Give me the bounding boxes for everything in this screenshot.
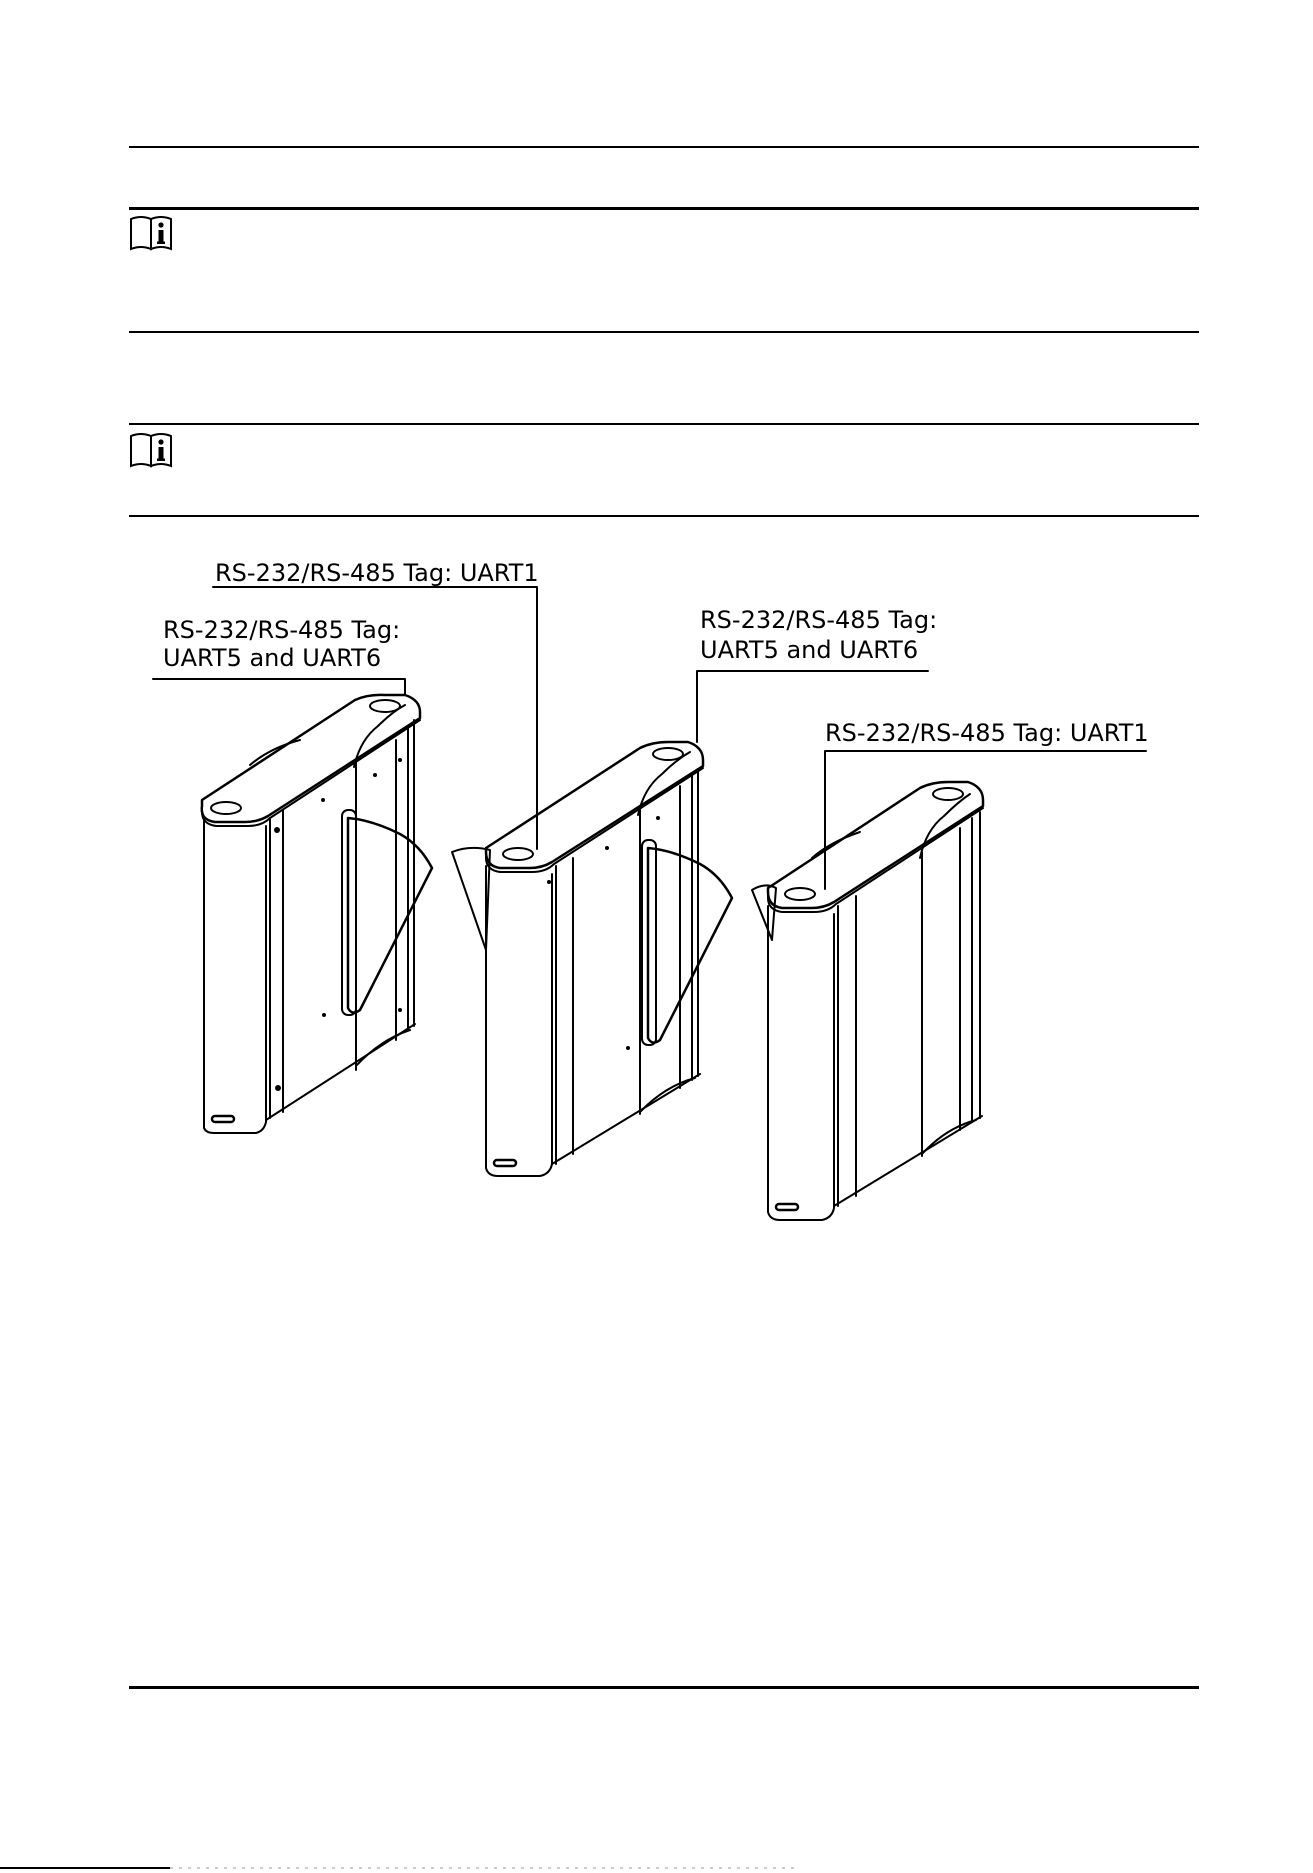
label-middle-top: RS-232/RS-485 Tag: UART1 [215,559,539,587]
middle-turnstile [452,742,732,1176]
leader-line-left-upper [153,679,405,695]
turnstile-wiring-figure [0,540,1313,1240]
bottom-edge-strip [0,1864,1313,1873]
right-turnstile [752,782,983,1220]
label-left-upper-line1: RS-232/RS-485 Tag: [163,616,401,644]
info-book-icon [129,215,179,251]
info-book-icon [129,432,179,468]
note-2-bottom-rule [129,515,1199,517]
label-right-top: RS-232/RS-485 Tag: UART1 [825,719,1149,747]
label-middle-right-line1: RS-232/RS-485 Tag: [700,606,938,634]
note-1-top-rule [129,207,1199,210]
label-middle-right-line2: UART5 and UART6 [700,636,919,664]
note-2-top-rule [129,423,1199,425]
note-1-bottom-rule [129,331,1199,333]
label-left-upper-line2: UART5 and UART6 [163,644,382,672]
header-rule [129,146,1199,148]
footer-rule [129,1686,1199,1689]
left-turnstile [202,695,432,1133]
